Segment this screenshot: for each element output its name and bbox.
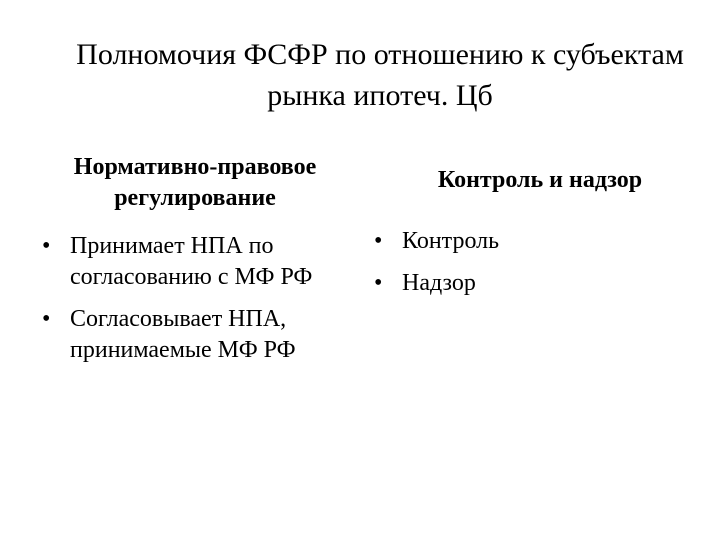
- bullet-icon: •: [374, 228, 383, 254]
- left-column-heading: Нормативно-правовое регулирование: [73, 154, 317, 211]
- list-item: [36, 231, 346, 293]
- bullet-icon: •: [42, 233, 51, 259]
- slide-title: Полномочия ФСФР по отношению к субъектам рынка ипотеч. Цб: [76, 38, 684, 112]
- bullet-icon: •: [42, 306, 51, 332]
- list-item-text: Принимает НПА по согласованию с МФ РФ: [70, 233, 313, 290]
- list-item-text: Контроль: [402, 228, 500, 254]
- list-item: [36, 304, 346, 366]
- left-bullet-list: [36, 231, 346, 377]
- bullet-icon: •: [374, 270, 383, 296]
- list-item: [368, 268, 668, 299]
- list-item: [368, 226, 668, 257]
- right-bullet-list: [368, 226, 668, 310]
- right-column-heading: Контроль и надзор: [437, 167, 643, 193]
- list-item-text: Согласовывает НПА, принимаемые МФ РФ: [70, 306, 296, 363]
- list-item-text: Надзор: [402, 270, 476, 296]
